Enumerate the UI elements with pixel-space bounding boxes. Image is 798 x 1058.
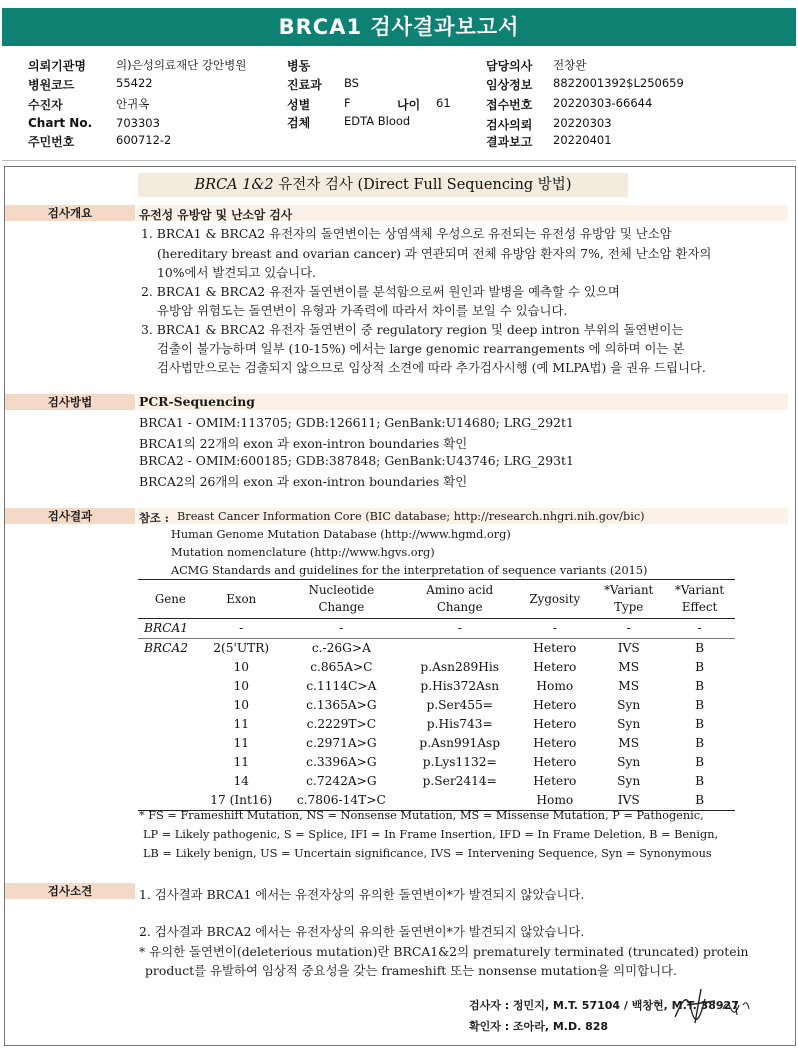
cell-zygosity: Hetero: [533, 774, 577, 788]
cell-gene: [138, 658, 203, 677]
reference-hgvs: Mutation nomenclature (http://www.hgvs.org): [171, 546, 435, 559]
cell-exon: 11: [233, 736, 249, 750]
cell-variant-effect: B: [695, 755, 705, 769]
hospital-value: 의)은성의료재단 강안병원: [116, 58, 247, 72]
footnote-line: LP = Likely pathogenic, S = Splice, IFI = In Frame Insertion, IFD = In Frame Deletion, B = Benign,: [143, 828, 719, 841]
doctor-value: 전창완: [553, 58, 587, 72]
report-date-label: 결과보고: [486, 135, 533, 149]
cell-variant-type: Syn: [617, 717, 641, 731]
cell-amino-acid: p.Asn991Asp: [419, 736, 501, 750]
table-row: [138, 791, 735, 811]
cell-nucleotide: c.1114C>A: [306, 679, 377, 693]
sex-value: F: [344, 96, 351, 110]
table-row: [138, 772, 735, 791]
doctor-label: 담당의사: [486, 59, 533, 73]
method-heading: PCR-Sequencing: [139, 394, 255, 409]
overview-heading: 유전성 유방암 및 난소암 검사: [139, 208, 293, 222]
cell-variant-effect: B: [664, 791, 735, 811]
opinion-brca1: 1. 검사결과 BRCA1 에서는 유전자상의 유의한 돌연변이*가 발견되지 않았습니다.: [139, 887, 585, 902]
cell-gene: BRCA2: [144, 641, 189, 655]
patient-value: 안귀옥: [116, 97, 150, 111]
reference-prefix: 참조 :: [139, 511, 169, 525]
footnote-line: LB = Likely benign, US = Uncertain significance, IVS = Intervening Sequence, Syn = Synonymous: [143, 847, 712, 860]
cell-nucleotide: c.7242A>G: [306, 774, 377, 788]
cell-nucleotide: c.2971A>G: [306, 736, 377, 750]
method-label: 검사방법: [5, 394, 135, 410]
cell-variant-type: -: [593, 619, 664, 639]
report-date-value: 20220401: [553, 133, 612, 147]
test-subtitle: [138, 173, 628, 197]
cell-variant-type: Syn: [617, 698, 641, 712]
cell-amino-acid: p.His372Asn: [420, 679, 500, 693]
cell-zygosity: Hetero: [533, 660, 577, 674]
receipt-no-label: 접수번호: [486, 98, 533, 112]
cell-nucleotide: c.2229T>C: [306, 717, 377, 731]
overview-line: 1. BRCA1 & BRCA2 유전자의 돌연변이는 상염색체 우성으로 유전되는 유전성 유방암 및 난소암: [141, 226, 672, 241]
tester-signature-line: 검사자 : 정민지, M.T. 57104 / 백창현, M.T. 38927: [469, 999, 739, 1012]
handwritten-signature: [665, 979, 755, 1029]
footnote-line: * FS = Frameshift Mutation, NS = Nonsense Mutation, MS = Missense Mutation, P = Pathogenic,: [139, 809, 704, 822]
table-row: [138, 734, 735, 753]
cell-nucleotide: c.7806-14T>C: [280, 791, 403, 811]
opinion-note: product를 유발하여 임상적 중요성을 갖는 frameshift 또는 nonsense mutation을 의미합니다.: [145, 963, 677, 978]
opinion-brca2: 2. 검사결과 BRCA2 에서는 유전자상의 유의한 돌연변이*가 발견되지 않았습니다.: [139, 924, 585, 939]
overview-line: 2. BRCA1 & BRCA2 유전자 돌연변이를 분석함으로써 원인과 발병을 예측할 수 있으며: [141, 284, 620, 299]
method-line: BRCA1의 22개의 exon 과 exon-intron boundaries 확인: [139, 436, 468, 451]
opinion-label: 검사소견: [5, 883, 135, 899]
table-row: [138, 715, 735, 734]
table-row: [138, 677, 735, 696]
chart-no-value: 703303: [116, 116, 160, 130]
method-line: BRCA2 - OMIM:600185; GDB:387848; GenBank:U43746; LRG_293t1: [139, 453, 574, 468]
cell-nucleotide: c.1365A>G: [306, 698, 377, 712]
col-header-exon: Exon: [203, 580, 280, 619]
receipt-no-value: 20220303-66644: [553, 96, 653, 110]
cell-variant-effect: B: [695, 736, 705, 750]
variant-table: [138, 579, 735, 811]
col-header-variant-effect: *Variant Effect: [664, 580, 735, 619]
cell-exon: 10: [233, 698, 249, 712]
cell-variant-effect: B: [695, 660, 705, 674]
cell-variant-effect: B: [695, 717, 705, 731]
method-line: BRCA2의 26개의 exon 과 exon-intron boundaries 확인: [139, 474, 468, 489]
cell-amino-acid: [403, 791, 516, 811]
cell-zygosity: Hetero: [533, 698, 577, 712]
cell-nucleotide: c.3396A>G: [306, 755, 377, 769]
cell-variant-effect: B: [695, 679, 705, 693]
cell-gene: BRCA1: [138, 619, 203, 639]
table-row: [138, 696, 735, 715]
id-number-value: 600712-2: [116, 133, 172, 147]
cell-exon: -: [203, 619, 280, 639]
cell-exon: 11: [233, 755, 249, 769]
col-header-variant-type: *Variant Type: [593, 580, 664, 619]
overview-line: 유방암 위험도는 돌연변이 유형과 가족력에 따라서 차이를 보일 수 있습니다.: [157, 303, 568, 318]
department-value: BS: [344, 76, 359, 90]
cell-gene: [138, 696, 203, 715]
cell-variant-type: Syn: [617, 774, 641, 788]
cell-amino-acid: -: [403, 619, 516, 639]
ward-label: 병동: [287, 59, 311, 73]
table-row: [138, 639, 735, 659]
reference-acmg: ACMG Standards and guidelines for the interpretation of sequence variants (2015): [171, 564, 648, 577]
cell-variant-effect: B: [695, 641, 705, 655]
cell-variant-type: IVS: [593, 791, 664, 811]
sex-label: 성별: [287, 98, 311, 112]
overview-line: 검사법만으로는 검출되지 않으므로 임상적 소견에 따라 추가검사시행 (예 MLPA법) 을 권유 드립니다.: [157, 360, 706, 375]
table-row: [138, 619, 735, 639]
cell-exon: 11: [233, 717, 249, 731]
cell-variant-type: MS: [618, 660, 640, 674]
cell-zygosity: -: [516, 619, 593, 639]
cell-amino-acid: p.Ser455=: [426, 698, 494, 712]
id-number-label: 주민번호: [28, 135, 75, 149]
cell-variant-effect: -: [664, 619, 735, 639]
hospital-code-value: 55422: [116, 76, 153, 90]
cell-exon: 17 (Int16): [203, 791, 280, 811]
cell-gene: [138, 772, 203, 791]
overview-line: (hereditary breast and ovarian cancer) 과 연관되며 전체 유방암 환자의 7%, 전체 난소암 환자의: [157, 246, 712, 261]
cell-zygosity: Homo: [536, 679, 574, 693]
overview-line: 3. BRCA1 & BRCA2 유전자 돌연변이 중 regulatory region 및 deep intron 부위의 돌연변이는: [141, 322, 684, 337]
cell-gene: [138, 734, 203, 753]
cell-exon: 2(5'UTR): [213, 641, 270, 655]
col-header-gene: Gene: [138, 580, 203, 619]
result-label: 검사결과: [5, 508, 135, 524]
cell-variant-effect: B: [695, 698, 705, 712]
cell-gene: [138, 715, 203, 734]
cell-gene: [138, 677, 203, 696]
overview-label: 검사개요: [5, 205, 135, 221]
clinical-info-label: 임상정보: [486, 78, 533, 92]
specimen-label: 검체: [287, 116, 311, 130]
cell-variant-type: Syn: [617, 755, 641, 769]
report-title: BRCA1 검사결과보고서: [2, 8, 796, 46]
header-divider: [2, 160, 796, 161]
cell-nucleotide: -: [280, 619, 403, 639]
chart-no-label: Chart No.: [28, 116, 93, 130]
cell-gene: [138, 753, 203, 772]
patient-label: 수진자: [28, 98, 63, 112]
table-row: [138, 753, 735, 772]
hospital-code-label: 병원코드: [28, 78, 75, 92]
opinion-note: * 유의한 돌연변이(deleterious mutation)란 BRCA1&2의 prematurely terminated (truncated) protein: [139, 944, 749, 959]
reference-bic: Breast Cancer Information Core (BIC database; http://research.nhgri.nih.gov/bic): [177, 510, 645, 523]
overview-line: 10%에서 발견되고 있습니다.: [157, 265, 317, 280]
cell-nucleotide: c.865A>C: [310, 660, 373, 674]
subtitle-method: 유전자 검사 (Direct Full Sequencing 방법): [273, 177, 572, 193]
hospital-label: 의뢰기관명: [28, 59, 86, 73]
cell-variant-type: MS: [618, 736, 640, 750]
overview-line: 검출이 불가능하며 일부 (10-15%) 에서는 large genomic rearrangements 에 의하며 이는 본: [157, 341, 685, 356]
cell-zygosity: Hetero: [533, 641, 577, 655]
request-date-label: 검사의뢰: [486, 118, 533, 132]
table-row: [138, 658, 735, 677]
cell-amino-acid: p.Ser2414=: [422, 774, 497, 788]
cell-exon: 14: [233, 774, 249, 788]
reference-hgmd: Human Genome Mutation Database (http://www.hgmd.org): [171, 528, 511, 541]
cell-zygosity: Homo: [516, 791, 593, 811]
cell-gene: [138, 791, 203, 811]
cell-zygosity: Hetero: [533, 755, 577, 769]
cell-variant-type: MS: [618, 679, 640, 693]
cell-zygosity: Hetero: [533, 717, 577, 731]
cell-variant-type: IVS: [617, 641, 640, 655]
cell-variant-effect: B: [695, 774, 705, 788]
cell-amino-acid: [403, 639, 516, 659]
age-value: 61: [436, 96, 451, 110]
method-line: BRCA1 - OMIM:113705; GDB:126611; GenBank:U14680; LRG_292t1: [139, 415, 574, 430]
cell-amino-acid: p.Lys1132=: [422, 755, 497, 769]
specimen-value: EDTA Blood: [344, 114, 411, 128]
cell-amino-acid: p.Asn289His: [420, 660, 500, 674]
cell-zygosity: Hetero: [533, 736, 577, 750]
cell-amino-acid: p.His743=: [426, 717, 493, 731]
report-body: [4, 166, 796, 1046]
request-date-value: 20220303: [553, 116, 612, 130]
col-header-amino-acid: Amino acid Change: [403, 580, 516, 619]
confirmer-signature-line: 확인자 : 조아라, M.D. 828: [469, 1020, 609, 1033]
cell-exon: 10: [233, 679, 249, 693]
subtitle-gene: BRCA 1&2: [194, 177, 274, 193]
age-label: 나이: [397, 98, 421, 112]
clinical-info-value: 8822001392$L250659: [553, 76, 684, 90]
col-header-zygosity: Zygosity: [516, 580, 593, 619]
col-header-nucleotide: Nucleotide Change: [280, 580, 403, 619]
cell-nucleotide: c.-26G>A: [311, 641, 371, 655]
department-label: 진료과: [287, 78, 322, 92]
cell-exon: 10: [233, 660, 249, 674]
